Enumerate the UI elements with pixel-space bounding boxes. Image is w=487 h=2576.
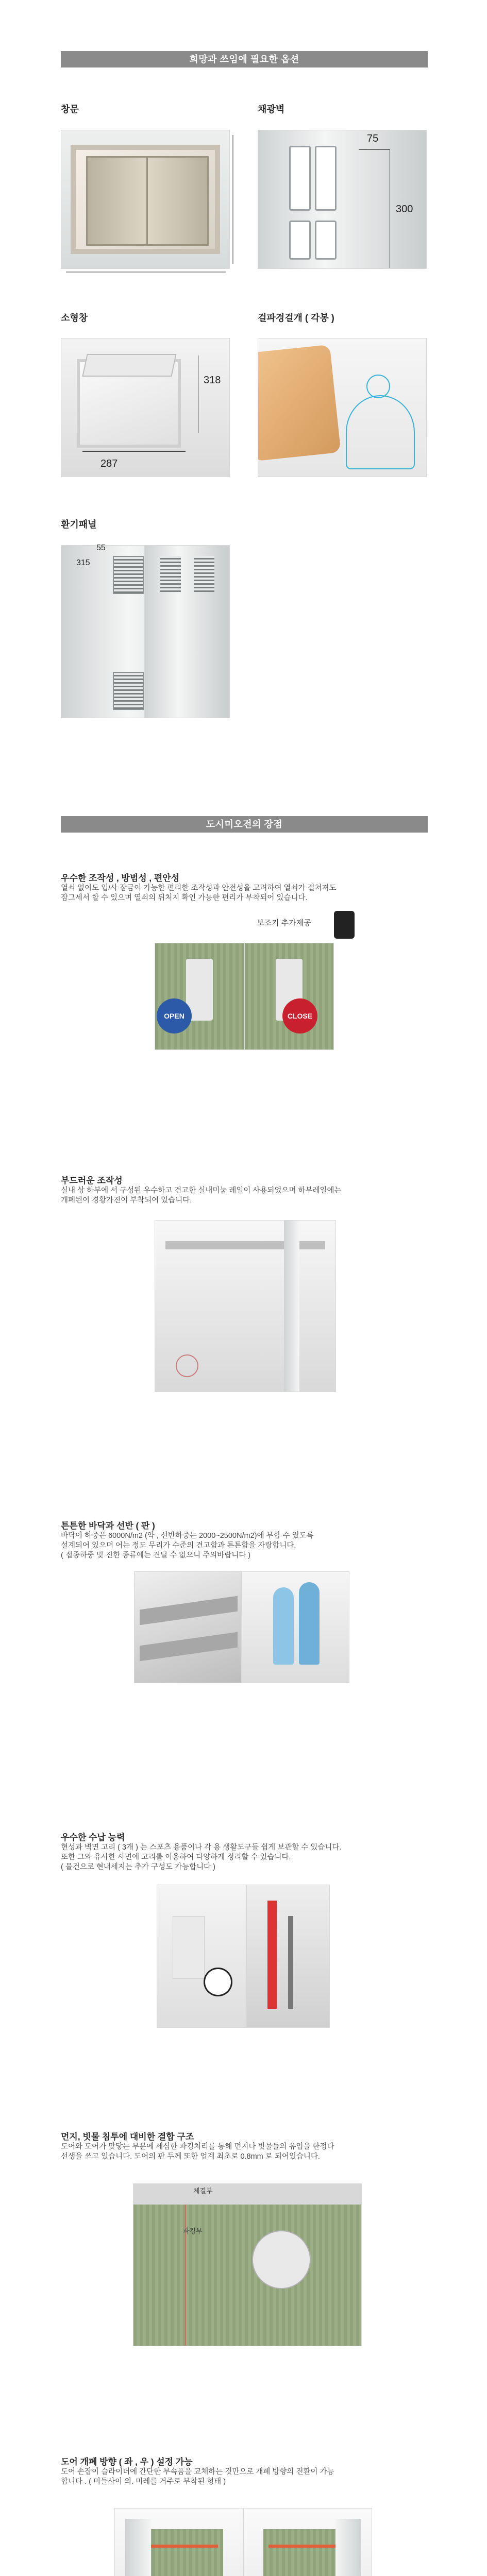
window-width-dimension: [61, 268, 236, 278]
small-window-width-line: [82, 451, 186, 452]
option-label-small-window: 소형창: [61, 313, 88, 323]
hanger-bar-image: [258, 338, 427, 477]
seal-callout-packing: 파킹부: [183, 2227, 203, 2235]
open-badge: OPEN: [157, 998, 192, 1033]
option-label-hanger-bar: 걸파경걸개 ( 각봉 ): [258, 313, 334, 323]
option-label-vent-panel: 환기패널: [61, 519, 97, 530]
storage-tools-image: [246, 1885, 330, 2028]
window-option-image: [61, 130, 230, 269]
feature-title-3: 튼튼한 바닥과 선반 ( 판 ): [61, 1521, 155, 1531]
feature-desc-5: 도어와 도어가 맞닿는 부분에 세심한 파킹처리를 통해 먼지나 빗물들의 유입을 한정다 선생을 쓰고 있습니다. 도어의 판 두께 또한 업계 최초로 0.8mm 로 되어있습니다.: [61, 2143, 334, 2161]
door-left-image: [114, 2508, 243, 2576]
option-label-window: 창문: [61, 104, 79, 114]
feature-desc-4: 현성과 벽면 고리 ( 3개 ) 는 스포츠 용품이나 각 용 생활도구들 쉽게 보관할 수 있습니다. 또한 그와 유사한 사면에 고리를 이용하여 다양하게 정리할 수 있습니다. ( 물건으로 현내세지는 추가 구성도 가능합니다 ): [61, 1843, 342, 1871]
feature-title-6: 도어 개폐 방향 ( 좌 , 우 ) 설정 가능: [61, 2457, 193, 2467]
feature-title-1: 우수한 조작성 , 방범성 , 편안성: [61, 873, 180, 883]
advantages-banner: 도시미오전의 장점: [61, 816, 428, 833]
spare-key-image: [334, 911, 355, 939]
option-label-skylight-wall: 채광벽: [258, 104, 285, 114]
lock-closed-image: [244, 943, 334, 1050]
feature-desc-1: 열쇠 없이도 입/사 잠금이 가능한 편리한 조작성과 안전성을 고려하여 열쇠가 걸쳐져도 잠그세서 할 수 있으며 열쇠의 뒤처지 확인 가능한 편리가 부착되어 있습니다.: [61, 884, 337, 902]
seal-callout-joint: 체결부: [193, 2187, 213, 2195]
feature-desc-2: 실내 상 하부에 서 구성된 우수하고 견고한 실내미눔 레일이 사용되었으며 하부레일에는 개폐된이 경황가진이 부착되어 있습니다.: [61, 1187, 342, 1205]
small-window-width-value: 287: [100, 458, 118, 469]
door-right-image: [243, 2508, 372, 2576]
storage-hook-image: [157, 1885, 246, 2028]
feature-title-5: 먼지, 빗물 침투에 대비한 결합 구조: [61, 2132, 194, 2142]
skylight-width-value: 75: [367, 133, 379, 144]
floor-load-image: [242, 1571, 349, 1683]
shelf-image: [134, 1571, 242, 1683]
skylight-wall-image: [258, 130, 427, 269]
vent-panel-closeup-image: [144, 545, 230, 718]
small-window-height-value: 318: [204, 375, 221, 386]
close-badge: CLOSE: [282, 998, 317, 1033]
feature-desc-3: 바닥이 하중은 6000N/m2 (약 , 선반하중는 2000~2500N/m2)에 부합 수 있도록 설계되어 있으며 어는 정도 무리가 수준의 견고함과 튼튼함을 자랑합니다. ( 접종하중 및 진한 종류에는 견딜 수 없으니 주의바랍니다 ): [61, 1532, 314, 1560]
feature-title-2: 부드러운 조작성: [61, 1176, 123, 1185]
options-banner: 희망과 쓰임에 필요한 옵션: [61, 51, 428, 67]
window-height-dimension: [229, 130, 239, 269]
skylight-height-value: 300: [396, 204, 413, 215]
feature-title-4: 우수한 수납 능력: [61, 1833, 125, 1842]
vent-height-value: 315: [76, 558, 90, 567]
vent-width-value: 55: [96, 544, 106, 552]
feature-desc-6: 도어 손잡이 슬라이더에 간단한 부속품을 교체하는 것만으로 개폐 방향의 전환이 가능 합니다 . ( 미들사이 외. 미레를 거주로 부착된 형태 ): [61, 2468, 334, 2486]
smooth-rail-image: [155, 1220, 336, 1392]
small-window-image: [61, 338, 230, 477]
skylight-width-line: [359, 149, 390, 150]
seal-structure-image: [133, 2183, 362, 2346]
lock-open-image: [155, 943, 244, 1050]
spare-key-callout: 보조키 추가제공: [257, 919, 311, 927]
